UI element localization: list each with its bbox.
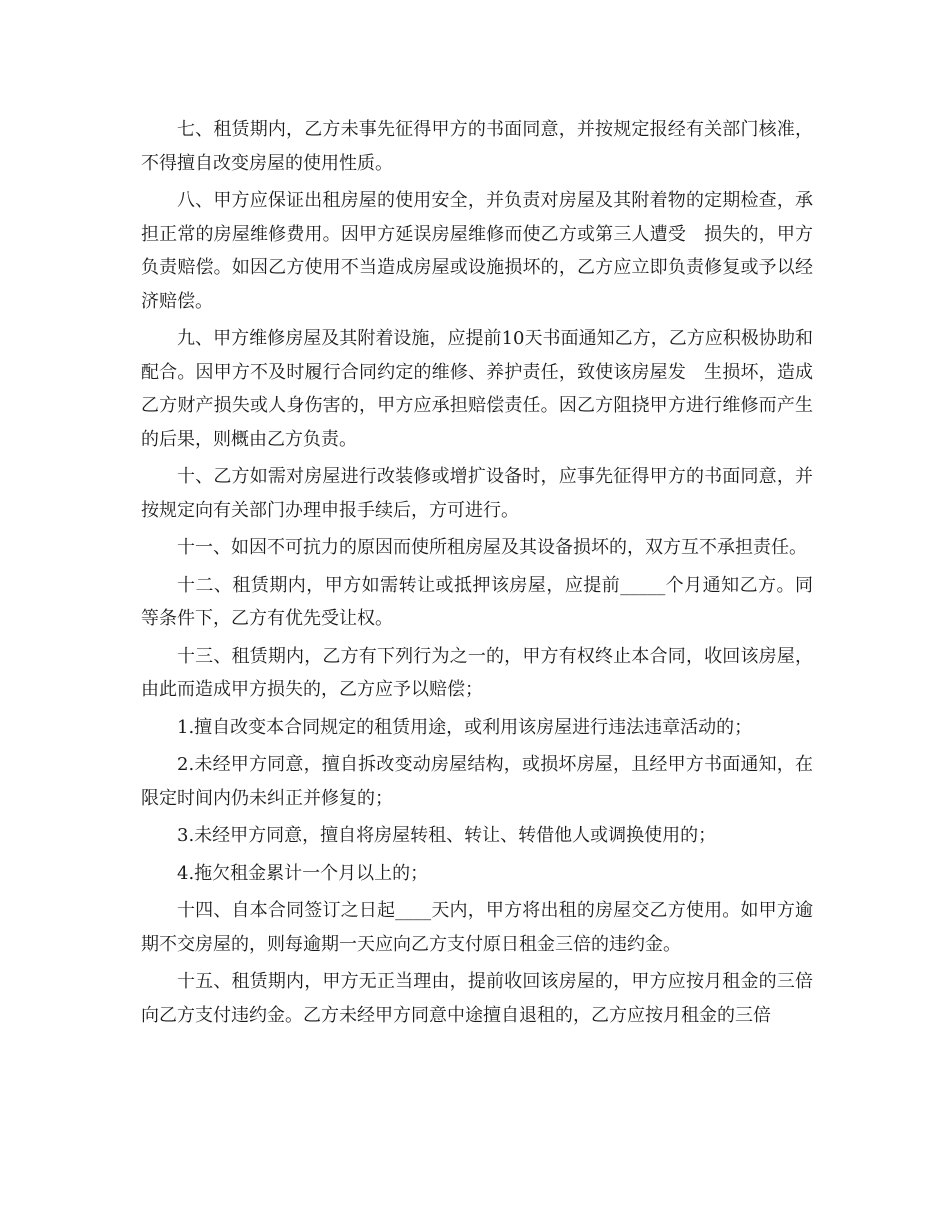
clause-13-item-4: 4.拖欠租金累计一个月以上的； [177, 862, 429, 884]
clause-13: 十三、租赁期内，乙方有下列行为之一的，甲方有权终止本合同，收回该房屋，由此而造成甲方损失的，乙方应予以赔偿； [141, 645, 813, 700]
clause-11: 十一、如因不可抗力的原因而使所租房屋及其设备损坏的，双方互不承担责任。 [177, 537, 807, 558]
clause-8: 八、甲方应保证出租房屋的使用安全，并负责对房屋及其附着物的定期检查，承担正常的房屋维修费用。因甲方延误房屋维修而使乙方或第三人遭受 损失的，甲方负责赔偿。如因乙方使用不当造成房屋或设施损坏的，乙方应立即负责修复或予以经济赔偿。 [141, 190, 813, 312]
clause-14: 十四、自本合同签订之日起____天内，甲方将出租的房屋交乙方使用。如甲方逾期不交房屋的，则每逾期一天应向乙方支付原日租金三倍的违约金。 [141, 900, 813, 955]
clause-10: 十、乙方如需对房屋进行改装修或增扩设备时，应事先征得甲方的书面同意，并按规定向有关部门办理申报手续后，方可进行。 [141, 466, 813, 521]
clause-9: 九、甲方维修房屋及其附着设施，应提前10天书面通知乙方，乙方应积极协助和配合。因甲方不及时履行合同约定的维修、养护责任，致使该房屋发 生损坏，造成乙方财产损失或人身伤害的，甲方应承担赔偿责任。因乙方阻挠甲方进行维修而产生的后果，则概由乙方负责。 [141, 328, 813, 450]
clause-7: 七、租赁期内，乙方未事先征得甲方的书面同意，并按规定报经有关部门核准，不得擅自改变房屋的使用性质。 [141, 119, 813, 174]
clause-13-item-2: 2.未经甲方同意，擅自拆改变动房屋结构，或损坏房屋，且经甲方书面通知，在限定时间内仍未纠正并修复的； [141, 754, 813, 809]
contract-body [141, 113, 813, 1036]
clause-13-item-3: 3.未经甲方同意，擅自将房屋转租、转让、转借他人或调换使用的； [177, 825, 717, 846]
clause-13-item-1: 1.擅自改变本合同规定的租赁用途，或利用该房屋进行违法违章活动的； [177, 716, 753, 738]
clause-12: 十二、租赁期内，甲方如需转让或抵押该房屋，应提前_____个月通知乙方。同等条件下，乙方有优先受让权。 [141, 574, 813, 629]
clause-15: 十五、租赁期内，甲方无正当理由，提前收回该房屋的，甲方应按月租金的三倍向乙方支付违约金。乙方未经甲方同意中途擅自退租的，乙方应按月租金的三倍 [141, 971, 813, 1026]
